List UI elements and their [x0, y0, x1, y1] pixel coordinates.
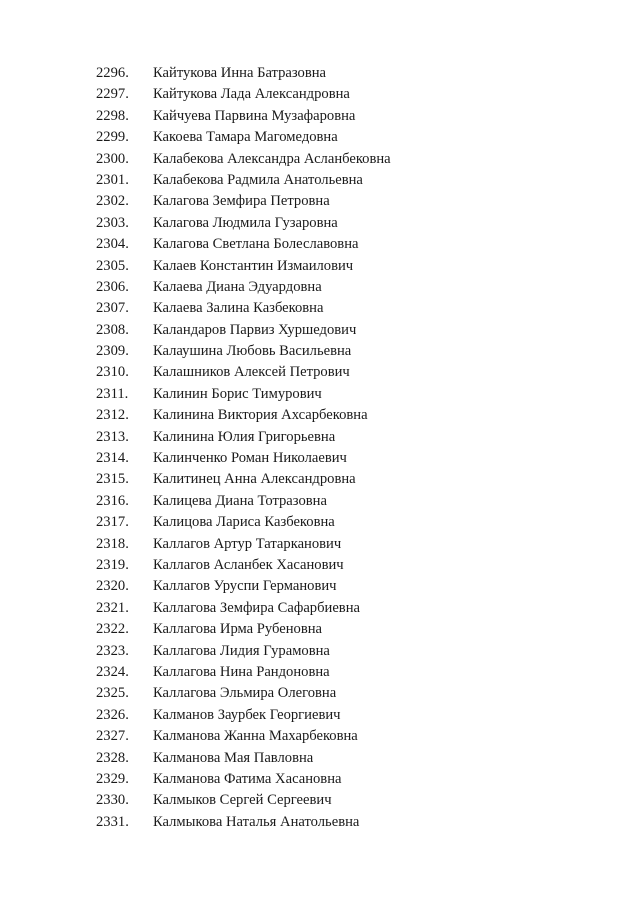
entry-full-name: Калицова Лариса Казбековна [153, 514, 335, 531]
list-item [96, 362, 391, 383]
entry-number: 2331. [96, 813, 129, 830]
entry-number: 2313. [96, 428, 129, 445]
list-item [96, 790, 391, 811]
list-item [96, 748, 391, 769]
list-item [96, 320, 391, 341]
list-item [96, 106, 391, 127]
entry-number: 2330. [96, 792, 129, 809]
entry-full-name: Калманова Жанна Махарбековна [153, 728, 358, 745]
list-item [96, 576, 391, 597]
entry-number: 2319. [96, 556, 129, 573]
list-item [96, 427, 391, 448]
list-item [96, 812, 391, 833]
entry-full-name: Калаев Константин Измаилович [153, 257, 354, 274]
entry-number: 2318. [96, 535, 129, 552]
list-item [96, 213, 391, 234]
entry-number: 2311. [96, 385, 129, 402]
entry-full-name: Калинин Борис Тимурович [153, 385, 322, 402]
entry-number: 2300. [96, 150, 129, 167]
list-item [96, 512, 391, 533]
list-item [96, 277, 391, 298]
entry-number: 2323. [96, 642, 129, 659]
list-item [96, 234, 391, 255]
entry-full-name: Калмыков Сергей Сергеевич [153, 792, 332, 809]
entry-full-name: Калабекова Александра Асланбековна [153, 150, 391, 167]
entry-full-name: Калмыкова Наталья Анатольевна [153, 813, 360, 830]
list-item [96, 170, 391, 191]
entry-full-name: Каллагова Ирма Рубеновна [153, 621, 323, 638]
entry-full-name: Калаева Диана Эдуардовна [153, 278, 322, 295]
list-item [96, 491, 391, 512]
list-item [96, 448, 391, 469]
entry-full-name: Калаева Залина Казбековна [153, 300, 324, 317]
entry-number: 2297. [96, 86, 129, 103]
entry-number: 2299. [96, 129, 129, 146]
entry-number: 2324. [96, 663, 129, 680]
list-item [96, 598, 391, 619]
entry-full-name: Каландаров Парвиз Хуршедович [153, 321, 357, 338]
entry-number: 2325. [96, 685, 129, 702]
entry-number: 2329. [96, 770, 129, 787]
entry-number: 2321. [96, 599, 129, 616]
entry-number: 2315. [96, 471, 129, 488]
list-item [96, 555, 391, 576]
entry-full-name: Калагова Земфира Петровна [153, 193, 330, 210]
entry-number: 2296. [96, 65, 129, 81]
list-item [96, 84, 391, 105]
entry-number: 2310. [96, 364, 129, 381]
list-item [96, 726, 391, 747]
entry-number: 2328. [96, 749, 129, 766]
entry-full-name: Калинченко Роман Николаевич [153, 450, 347, 467]
entry-full-name: Каллагова Эльмира Олеговна [153, 685, 337, 702]
entry-full-name: Калманов Заурбек Георгиевич [153, 706, 341, 723]
list-item [96, 705, 391, 726]
entry-full-name: Калабекова Радмила Анатольевна [153, 171, 363, 188]
entry-full-name: Кайтукова Инна Батразовна [153, 65, 327, 81]
entry-number: 2298. [96, 107, 129, 124]
list-item [96, 405, 391, 426]
entry-full-name: Калитинец Анна Александровна [153, 471, 356, 488]
list-item [96, 149, 391, 170]
list-item [96, 127, 391, 148]
list-item [96, 662, 391, 683]
entry-full-name: Калманова Мая Павловна [153, 749, 314, 766]
list-item [96, 191, 391, 212]
entry-number: 2327. [96, 728, 129, 745]
entry-number: 2309. [96, 343, 129, 360]
list-item [96, 534, 391, 555]
list-item [96, 683, 391, 704]
entry-full-name: Каллагов Уруспи Германович [153, 578, 337, 595]
list-item [96, 469, 391, 490]
list-item [96, 384, 391, 405]
entry-number: 2303. [96, 214, 129, 231]
entry-full-name: Калманова Фатима Хасановна [153, 770, 342, 787]
entry-full-name: Каллагов Артур Татарканович [153, 535, 342, 552]
entry-number: 2307. [96, 300, 129, 317]
entry-number: 2326. [96, 706, 129, 723]
list-item [96, 341, 391, 362]
entry-number: 2306. [96, 278, 129, 295]
entry-full-name: Каллагова Земфира Сафарбиевна [153, 599, 360, 616]
entry-full-name: Калаушина Любовь Васильевна [153, 343, 352, 360]
entry-number: 2305. [96, 257, 129, 274]
list-item [96, 256, 391, 277]
entry-full-name: Калашников Алексей Петрович [153, 364, 350, 381]
entry-full-name: Каллагов Асланбек Хасанович [153, 556, 344, 573]
entry-full-name: Калицева Диана Тотразовна [153, 492, 327, 509]
entry-number: 2320. [96, 578, 129, 595]
entry-number: 2316. [96, 492, 129, 509]
entry-number: 2322. [96, 621, 129, 638]
list-item [96, 641, 391, 662]
entry-number: 2304. [96, 236, 129, 253]
list-item [96, 619, 391, 640]
entry-number: 2301. [96, 171, 129, 188]
entry-full-name: Калагова Людмила Гузаровна [153, 214, 338, 231]
entry-full-name: Калинина Виктория Ахсарбековна [153, 407, 368, 424]
entry-number: 2317. [96, 514, 129, 531]
entry-full-name: Какоева Тамара Магомедовна [153, 129, 338, 146]
list-item [96, 769, 391, 790]
entry-number: 2312. [96, 407, 129, 424]
entry-number: 2302. [96, 193, 129, 210]
list-item [96, 298, 391, 319]
entry-full-name: Каллагова Нина Рандоновна [153, 663, 330, 680]
entry-full-name: Кайчуева Парвина Музафаровна [153, 107, 356, 124]
entry-full-name: Каллагова Лидия Гурамовна [153, 642, 330, 659]
list-item [96, 63, 391, 84]
entry-full-name: Кайтукова Лада Александровна [153, 86, 350, 103]
entry-full-name: Калагова Светлана Болеславовна [153, 236, 359, 253]
entry-number: 2314. [96, 450, 129, 467]
entry-full-name: Калинина Юлия Григорьевна [153, 428, 336, 445]
numbered-name-list [96, 63, 391, 833]
entry-number: 2308. [96, 321, 129, 338]
